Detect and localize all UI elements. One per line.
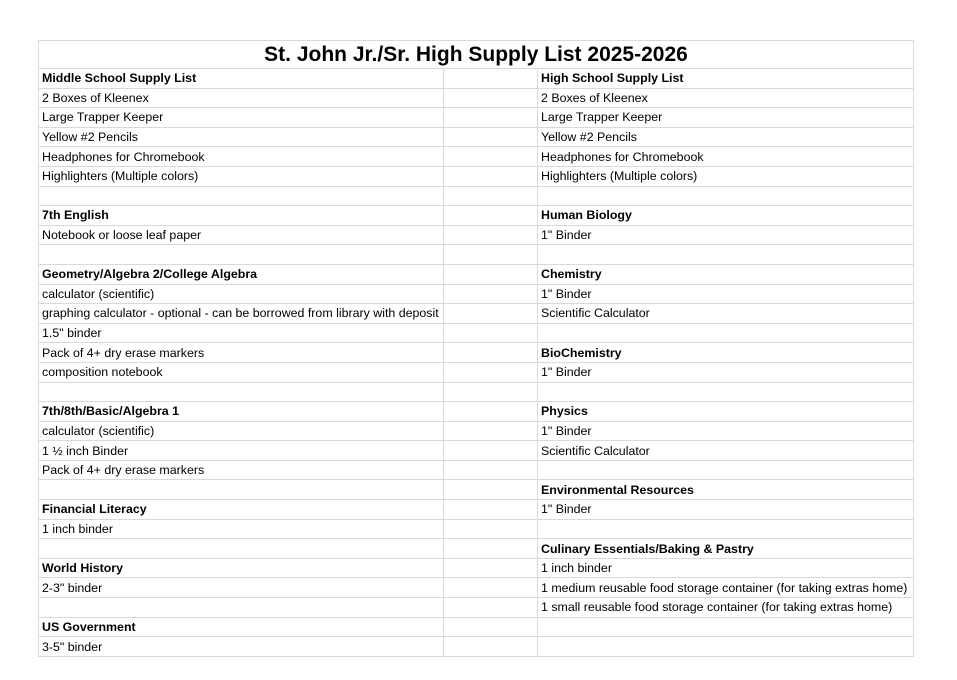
spacer-cell[interactable] — [444, 617, 538, 637]
table-row — [39, 480, 914, 500]
table-row — [39, 343, 914, 363]
high-school-cell[interactable] — [538, 519, 914, 539]
spacer-cell[interactable] — [444, 519, 538, 539]
table-row — [39, 264, 914, 284]
table-row — [39, 108, 914, 128]
table-row — [39, 539, 914, 559]
table-row — [39, 421, 914, 441]
middle-school-cell[interactable]: Notebook or loose leaf paper — [39, 225, 444, 245]
middle-school-cell[interactable] — [39, 539, 444, 559]
spacer-cell[interactable] — [444, 147, 538, 167]
middle-school-cell[interactable]: Highlighters (Multiple colors) — [39, 166, 444, 186]
middle-school-cell[interactable]: 7th English — [39, 206, 444, 226]
table-row — [39, 206, 914, 226]
table-row — [39, 362, 914, 382]
middle-school-cell[interactable]: Pack of 4+ dry erase markers — [39, 343, 444, 363]
table-row — [39, 245, 914, 265]
middle-school-cell[interactable] — [39, 186, 444, 206]
high-school-cell[interactable]: 1" Binder — [538, 362, 914, 382]
high-school-cell[interactable]: 1" Binder — [538, 500, 914, 520]
middle-school-cell[interactable]: Geometry/Algebra 2/College Algebra — [39, 264, 444, 284]
high-school-cell[interactable]: 1" Binder — [538, 225, 914, 245]
spacer-cell[interactable] — [444, 421, 538, 441]
middle-school-cell[interactable] — [39, 598, 444, 618]
spacer-cell[interactable] — [444, 323, 538, 343]
middle-school-cell[interactable]: composition notebook — [39, 362, 444, 382]
spacer-cell[interactable] — [444, 382, 538, 402]
spacer-cell[interactable] — [444, 284, 538, 304]
spacer-cell[interactable] — [444, 304, 538, 324]
supply-list-sheet — [38, 40, 914, 657]
high-school-cell[interactable]: Scientific Calculator — [538, 304, 914, 324]
table-row — [39, 186, 914, 206]
table-row — [39, 500, 914, 520]
table-row — [39, 519, 914, 539]
spacer-cell[interactable] — [444, 480, 538, 500]
middle-school-cell[interactable]: World History — [39, 558, 444, 578]
middle-school-cell[interactable]: 2-3" binder — [39, 578, 444, 598]
spacer-cell[interactable] — [444, 343, 538, 363]
table-row — [39, 598, 914, 618]
spacer-cell[interactable] — [444, 441, 538, 461]
high-school-cell[interactable] — [538, 323, 914, 343]
high-school-cell[interactable]: 1" Binder — [538, 284, 914, 304]
sheet-body — [39, 41, 914, 657]
table-row — [39, 323, 914, 343]
middle-school-cell[interactable]: calculator (scientific) — [39, 421, 444, 441]
middle-school-cell[interactable]: US Government — [39, 617, 444, 637]
high-school-cell[interactable]: 1" Binder — [538, 421, 914, 441]
high-school-cell[interactable]: 1 small reusable food storage container (for taking extras home) — [538, 598, 914, 618]
spacer-cell[interactable] — [444, 69, 538, 89]
middle-school-cell[interactable]: Financial Literacy — [39, 500, 444, 520]
table-row — [39, 637, 914, 657]
spacer-cell[interactable] — [444, 166, 538, 186]
spacer-cell[interactable] — [444, 206, 538, 226]
high-school-cell[interactable]: Highlighters (Multiple colors) — [538, 166, 914, 186]
middle-school-cell[interactable]: Pack of 4+ dry erase markers — [39, 460, 444, 480]
title-row — [39, 41, 914, 69]
spacer-cell[interactable] — [444, 460, 538, 480]
spacer-cell[interactable] — [444, 362, 538, 382]
spacer-cell[interactable] — [444, 186, 538, 206]
middle-school-cell[interactable]: Headphones for Chromebook — [39, 147, 444, 167]
page-title[interactable]: St. John Jr./Sr. High Supply List 2025-2026 — [39, 41, 914, 69]
high-school-cell[interactable] — [538, 460, 914, 480]
spacer-cell[interactable] — [444, 637, 538, 657]
table-row — [39, 284, 914, 304]
high-school-cell[interactable]: BioChemistry — [538, 343, 914, 363]
high-school-cell[interactable] — [538, 382, 914, 402]
high-school-cell[interactable]: 1 medium reusable food storage container (for taking extras home) — [538, 578, 914, 598]
middle-school-cell[interactable]: graphing calculator - optional - can be borrowed from library with deposit — [39, 304, 444, 324]
high-school-cell[interactable] — [538, 186, 914, 206]
high-school-cell[interactable]: Culinary Essentials/Baking & Pastry — [538, 539, 914, 559]
spacer-cell[interactable] — [444, 264, 538, 284]
spacer-cell[interactable] — [444, 245, 538, 265]
high-school-cell[interactable]: Headphones for Chromebook — [538, 147, 914, 167]
table-row — [39, 147, 914, 167]
spacer-cell[interactable] — [444, 539, 538, 559]
table-row — [39, 460, 914, 480]
table-row — [39, 558, 914, 578]
middle-school-cell[interactable] — [39, 382, 444, 402]
middle-school-cell[interactable]: calculator (scientific) — [39, 284, 444, 304]
table-row — [39, 127, 914, 147]
table-row — [39, 617, 914, 637]
table-row — [39, 578, 914, 598]
high-school-cell[interactable]: Physics — [538, 402, 914, 422]
high-school-cell[interactable] — [538, 617, 914, 637]
high-school-cell[interactable] — [538, 245, 914, 265]
high-school-cell[interactable]: Chemistry — [538, 264, 914, 284]
table-row — [39, 69, 914, 89]
high-school-cell[interactable]: 1 inch binder — [538, 558, 914, 578]
spacer-cell[interactable] — [444, 88, 538, 108]
middle-school-cell[interactable] — [39, 245, 444, 265]
middle-school-cell[interactable]: 1.5" binder — [39, 323, 444, 343]
high-school-cell[interactable]: Large Trapper Keeper — [538, 108, 914, 128]
spacer-cell[interactable] — [444, 225, 538, 245]
middle-school-cell[interactable]: Middle School Supply List — [39, 69, 444, 89]
middle-school-cell[interactable]: 3-5" binder — [39, 637, 444, 657]
spacer-cell[interactable] — [444, 558, 538, 578]
high-school-cell[interactable]: High School Supply List — [538, 69, 914, 89]
middle-school-cell[interactable]: 1 inch binder — [39, 519, 444, 539]
middle-school-cell[interactable]: 7th/8th/Basic/Algebra 1 — [39, 402, 444, 422]
spacer-cell[interactable] — [444, 578, 538, 598]
middle-school-cell[interactable]: 2 Boxes of Kleenex — [39, 88, 444, 108]
middle-school-cell[interactable]: Yellow #2 Pencils — [39, 127, 444, 147]
spacer-cell[interactable] — [444, 500, 538, 520]
spacer-cell[interactable] — [444, 598, 538, 618]
high-school-cell[interactable]: Human Biology — [538, 206, 914, 226]
high-school-cell[interactable]: Environmental Resources — [538, 480, 914, 500]
high-school-cell[interactable]: Scientific Calculator — [538, 441, 914, 461]
middle-school-cell[interactable]: Large Trapper Keeper — [39, 108, 444, 128]
high-school-cell[interactable]: Yellow #2 Pencils — [538, 127, 914, 147]
table-row — [39, 441, 914, 461]
table-row — [39, 304, 914, 324]
high-school-cell[interactable] — [538, 637, 914, 657]
table-row — [39, 88, 914, 108]
middle-school-cell[interactable]: 1 ½ inch Binder — [39, 441, 444, 461]
middle-school-cell[interactable] — [39, 480, 444, 500]
high-school-cell[interactable]: 2 Boxes of Kleenex — [538, 88, 914, 108]
spacer-cell[interactable] — [444, 402, 538, 422]
table-row — [39, 225, 914, 245]
spacer-cell[interactable] — [444, 108, 538, 128]
table-row — [39, 166, 914, 186]
table-row — [39, 382, 914, 402]
table-row — [39, 402, 914, 422]
spacer-cell[interactable] — [444, 127, 538, 147]
